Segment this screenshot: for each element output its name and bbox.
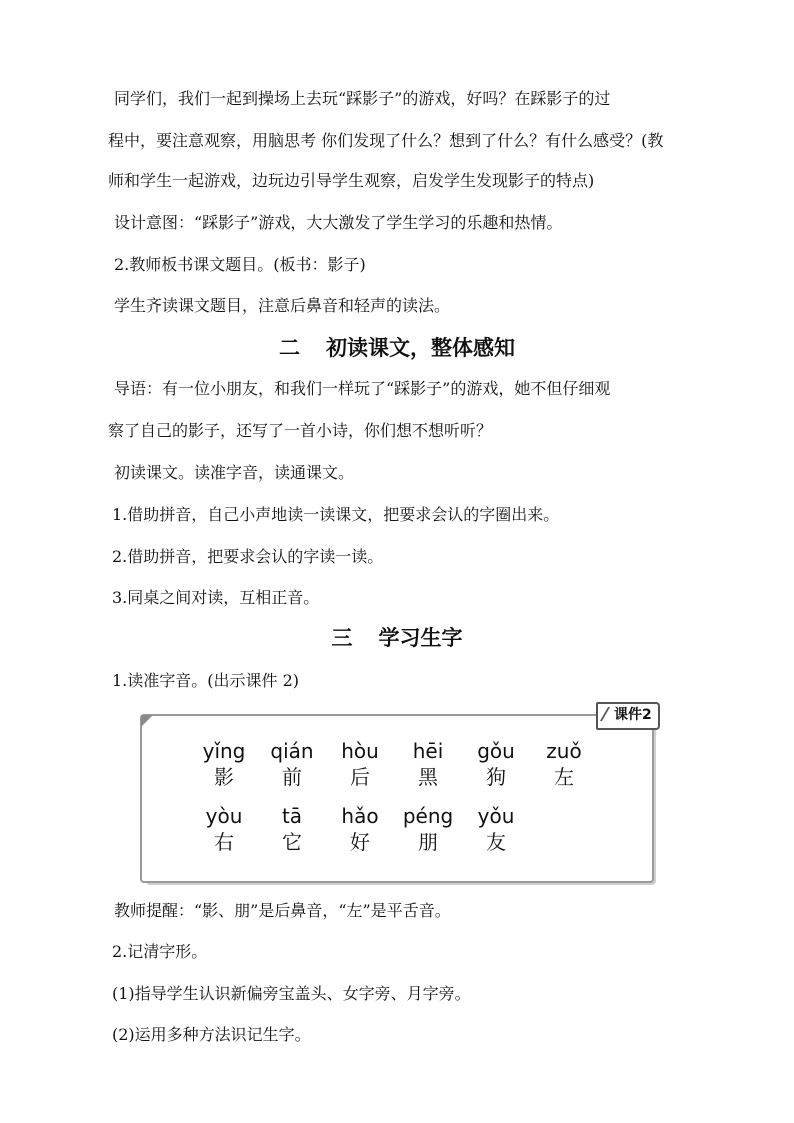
text-line: 2.借助拼音，把要求会认的字读一读。 — [112, 547, 384, 566]
heading-number: 二 — [279, 335, 300, 360]
character-cell — [394, 738, 462, 790]
character-cell — [258, 738, 326, 790]
character-cell — [326, 738, 394, 790]
character-cell — [258, 803, 326, 855]
hanzi-text: 好 — [350, 830, 370, 854]
hanzi-text: 后 — [350, 765, 370, 789]
heading-number: 三 — [331, 625, 353, 650]
text-line: (1)指导学生认识新偏旁宝盖头、女字旁、月字旁。 — [112, 984, 471, 1003]
character-cell — [190, 738, 258, 790]
character-cell — [326, 803, 394, 855]
character-cell — [394, 803, 462, 855]
text-line: 初读课文。读准字音，读通课文。 — [114, 463, 355, 482]
pinyin-text: gǒu — [477, 739, 515, 763]
pinyin-text: zuǒ — [546, 739, 582, 763]
courseware-tag-label: 课件2 — [614, 707, 652, 723]
pinyin-text: yǐng — [202, 739, 246, 763]
text-line: 3.同桌之间对读，互相正音。 — [112, 588, 320, 607]
hanzi-text: 友 — [486, 830, 506, 854]
character-cell — [190, 803, 258, 855]
pinyin-row-2 — [190, 803, 530, 855]
hanzi-text: 它 — [282, 830, 302, 854]
text-line: 2.教师板书课文题目。(板书：影子) — [114, 255, 366, 274]
pinyin-text: péng — [402, 804, 454, 828]
pinyin-text: yǒu — [477, 804, 515, 828]
text-line: 程中，要注意观察，用脑思考 你们发现了什么？想到了什么？有什么感受？(教 — [108, 131, 664, 150]
text-line: 设计意图：“踩影子”游戏，大大激发了学生学习的乐趣和热情。 — [114, 213, 563, 232]
pinyin-text: tā — [281, 804, 303, 828]
text-line: 2.记清字形。 — [112, 942, 208, 961]
section-heading-2 — [0, 333, 794, 363]
courseware-tag — [596, 702, 660, 730]
section-heading-3 — [0, 623, 794, 653]
text-line: 1.借助拼音，自己小声地读一读课文，把要求会认的字圈出来。 — [112, 505, 560, 524]
hanzi-text: 左 — [554, 765, 574, 789]
character-cell — [462, 803, 530, 855]
hanzi-text: 狗 — [486, 765, 506, 789]
text-line: 导语：有一位小朋友，和我们一样玩了“踩影子”的游戏，她不但仔细观 — [114, 379, 611, 398]
pinyin-row-1 — [190, 738, 598, 790]
character-cell — [530, 738, 598, 790]
text-line: 教师提醒：“影、朋”是后鼻音，“左”是平舌音。 — [114, 901, 451, 920]
heading-text: 学习生字 — [378, 625, 463, 650]
text-line: 师和学生一起游戏，边玩边引导学生观察，启发学生发现影子的特点) — [108, 171, 595, 190]
text-line: 学生齐读课文题目，注意后鼻音和轻声的读法。 — [114, 296, 451, 315]
pinyin-text: qián — [270, 739, 314, 763]
pinyin-text: yòu — [205, 804, 243, 828]
character-cell — [462, 738, 530, 790]
text-line: (2)运用多种方法识记生字。 — [112, 1025, 311, 1044]
text-line: 1.读准字音。(出示课件 2) — [112, 671, 300, 690]
text-line: 同学们，我们一起到操场上去玩“踩影子”的游戏，好吗？在踩影子的过 — [114, 89, 611, 108]
pinyin-text: hòu — [341, 739, 379, 763]
card-corner-decoration — [141, 715, 153, 727]
hanzi-text: 右 — [214, 830, 234, 854]
hanzi-text: 朋 — [418, 830, 438, 854]
hanzi-text: 黑 — [418, 765, 438, 789]
pinyin-text: hǎo — [341, 804, 379, 828]
hanzi-text: 前 — [282, 765, 302, 789]
pinyin-text: hēi — [412, 739, 444, 763]
heading-text: 初读课文，整体感知 — [326, 335, 515, 360]
text-line: 察了自己的影子，还写了一首小诗，你们想不想听听？ — [108, 421, 493, 440]
hanzi-text: 影 — [214, 765, 234, 789]
